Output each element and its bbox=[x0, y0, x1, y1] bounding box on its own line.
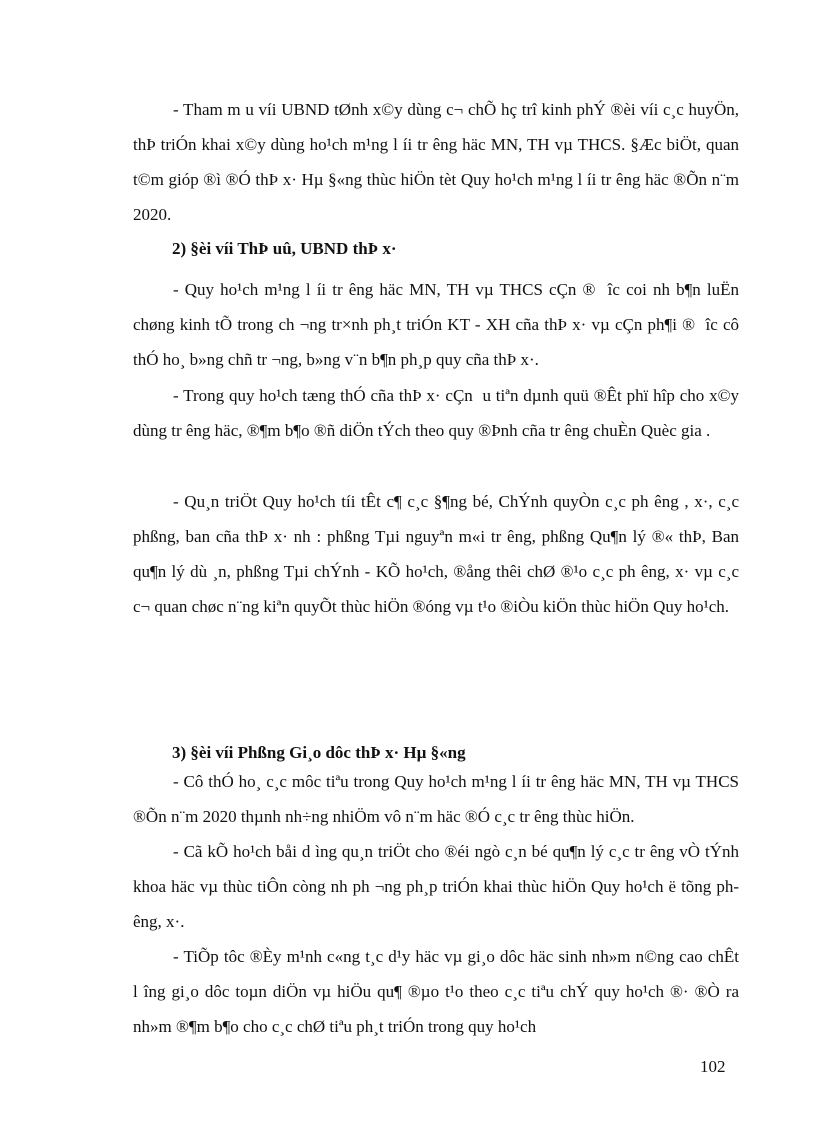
paragraph-planning-economic-argument: - Quy ho¹ch m¹ng l íi tr êng häc MN, TH vµ THCS cÇn ® îc coi nh b¶n luËn chøng kinh tÕ trong ch ¬ng tr×nh ph¸t triÓn KT - XH cña thÞ x· vµ cÇn ph¶i ® îc cô thÓ ho¸ b»ng chñ tr ¬ng, b»ng v¨n b¶n ph¸p quy cña thÞ x·. bbox=[133, 280, 739, 369]
page-number: 102 bbox=[700, 1057, 726, 1076]
heading-education-department: 3) §èi víi Phßng Gi¸o dôc thÞ x· Hµ §«ng bbox=[172, 743, 466, 762]
paragraph-training-plan: - Cã kÕ ho¹ch båi d ìng qu¸n triÖt cho ®éi ngò c¸n bé qu¶n lý c¸c tr êng vÒ tÝnh khoa häc vµ thùc tiÔn còng nh ph ¬ng ph¸p triÓn khai thùc hiÖn Quy ho¹ch ë tõng ph êng, x·. bbox=[133, 842, 739, 931]
paragraph-land-allocation: - Trong quy ho¹ch tæng thÓ cña thÞ x· cÇn u tiªn dµnh quü ®Êt phï hîp cho x©y dùng tr êng häc, ®¶m b¶o ®ñ diÖn tÝch theo quy ®Þnh cña tr êng chuÈn Quèc gia . bbox=[133, 386, 739, 440]
paragraph-concretize-targets: - Cô thÓ ho¸ c¸c môc tiªu trong Quy ho¹ch m¹ng l íi tr êng häc MN, TH vµ THCS ®Õn n¨m 2020 thµnh nh÷ng nhiÖm vô n¨m häc ®Ó c¸c tr êng thùc hiÖn. bbox=[133, 772, 739, 826]
heading-town-party-committee: 2) §èi víi ThÞ uû, UBND thÞ x· bbox=[172, 239, 397, 258]
paragraph-advise-provincial-committee: - Tham m u víi UBND tØnh x©y dùng c¬ chÕ hç trî kinh phÝ ®èi víi c¸c huyÖn, thÞ triÓn khai x©y dùng ho¹ch m¹ng l íi tr êng häc MN, TH vµ THCS. §Æc biÖt, quan t©m gióp ®ì ®Ó thÞ x· Hµ §«ng thùc hiÖn tèt Quy ho¹ch m¹ng l íi tr êng häc ®Õn n¨m 2020. bbox=[133, 100, 739, 224]
paragraph-teaching-quality: - TiÕp tôc ®Èy m¹nh c«ng t¸c d¹y häc vµ gi¸o dôc häc sinh nh»m n©ng cao chÊt l îng gi¸o dôc toµn diÖn vµ hiÖu qu¶ ®µo t¹o theo c¸c tiªu chÝ quy ho¹ch ®· ®Ò ra nh»m ®¶m b¶o cho c¸c chØ tiªu ph¸t triÓn trong quy ho¹ch bbox=[133, 947, 739, 1036]
paragraph-disseminate-planning: - Qu¸n triÖt Quy ho¹ch tíi tÊt c¶ c¸c §¶ng bé, ChÝnh quyÒn c¸c ph êng , x·, c¸c phßng, ban cña thÞ x· nh : phßng Tµi nguyªn m«i tr êng, phßng Qu¶n lý ®« thÞ, Ban qu¶n lý dù ¸n, phßng Tµi chÝnh - KÕ ho¹ch, ®ång thêi chØ ®¹o c¸c ph êng, x· vµ c¸c c¬ quan chøc n¨ng kiªn quyÕt thùc hiÖn ®óng vµ t¹o ®iÒu kiÖn thùc hiÖn Quy ho¹ch. bbox=[133, 492, 739, 616]
